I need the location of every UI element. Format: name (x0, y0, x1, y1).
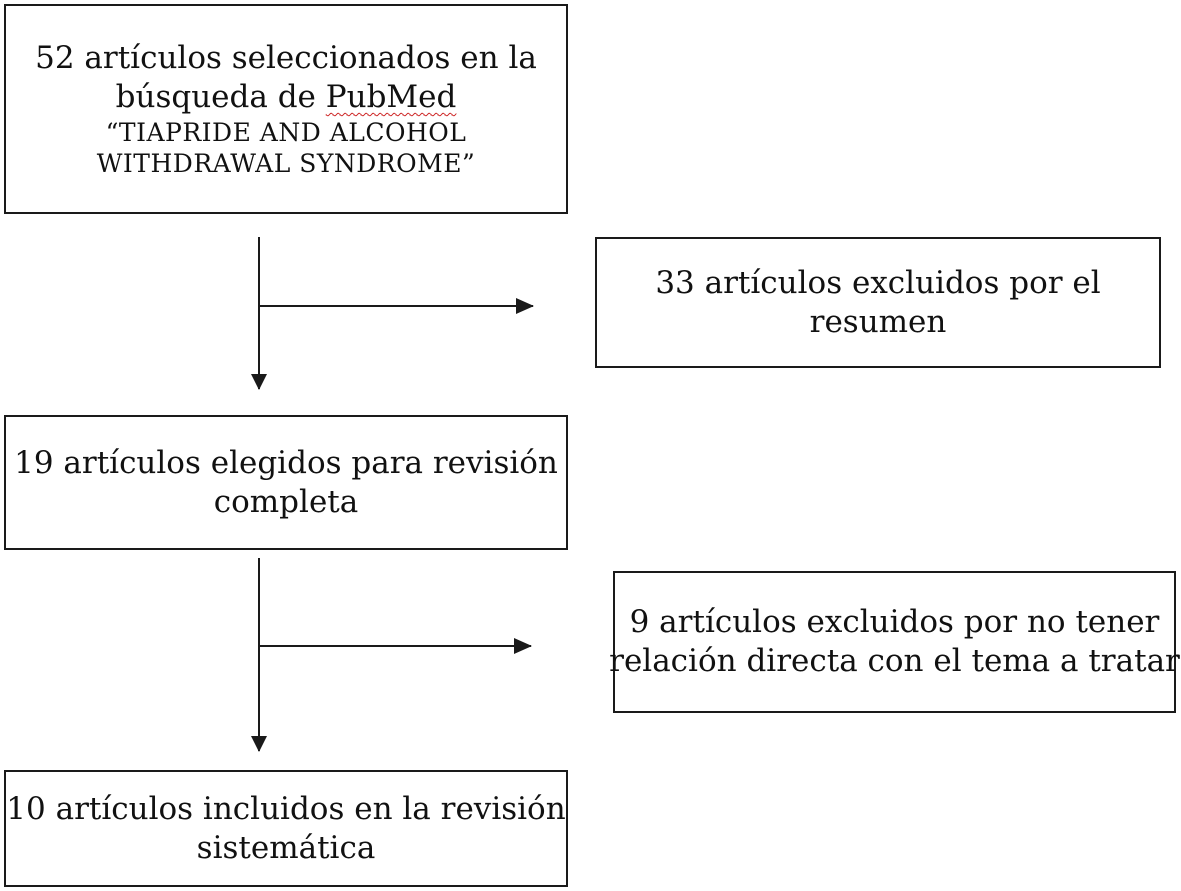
full-review-line-1: 19 artículos elegidos para revisión (14, 444, 558, 481)
full-review-line-2: completa (213, 483, 359, 520)
search-box-line-2-text: búsqueda de (115, 78, 326, 115)
search-box-line-1: 52 artículos seleccionados en la (35, 40, 537, 76)
search-query-line-2: WITHDRAWAL SYNDROME” (96, 148, 476, 178)
included-line-1: 10 artículos incluidos en la revisión (6, 790, 566, 827)
included-in-review-box (4, 770, 568, 887)
excluded-by-abstract-box (595, 237, 1161, 368)
search-box-line-2 (116, 78, 457, 117)
excluded-unrelated-box (609, 571, 1180, 713)
pubmed-word: PubMed (325, 78, 457, 115)
excluded-abstract-line-1: 33 artículos excluidos por el (655, 264, 1101, 301)
excluded-abstract-line-2: resumen (809, 303, 947, 340)
full-review-box (4, 415, 568, 550)
excluded-unrelated-line-2: relación directa con el tema a tratar (609, 643, 1180, 679)
excluded-unrelated-line-1: 9 artículos excluidos por no tener (629, 604, 1160, 641)
included-line-2: sistemática (196, 829, 376, 866)
search-query-line-1: “TIAPRIDE AND ALCOHOL (105, 117, 467, 147)
search-results-box (4, 4, 568, 214)
